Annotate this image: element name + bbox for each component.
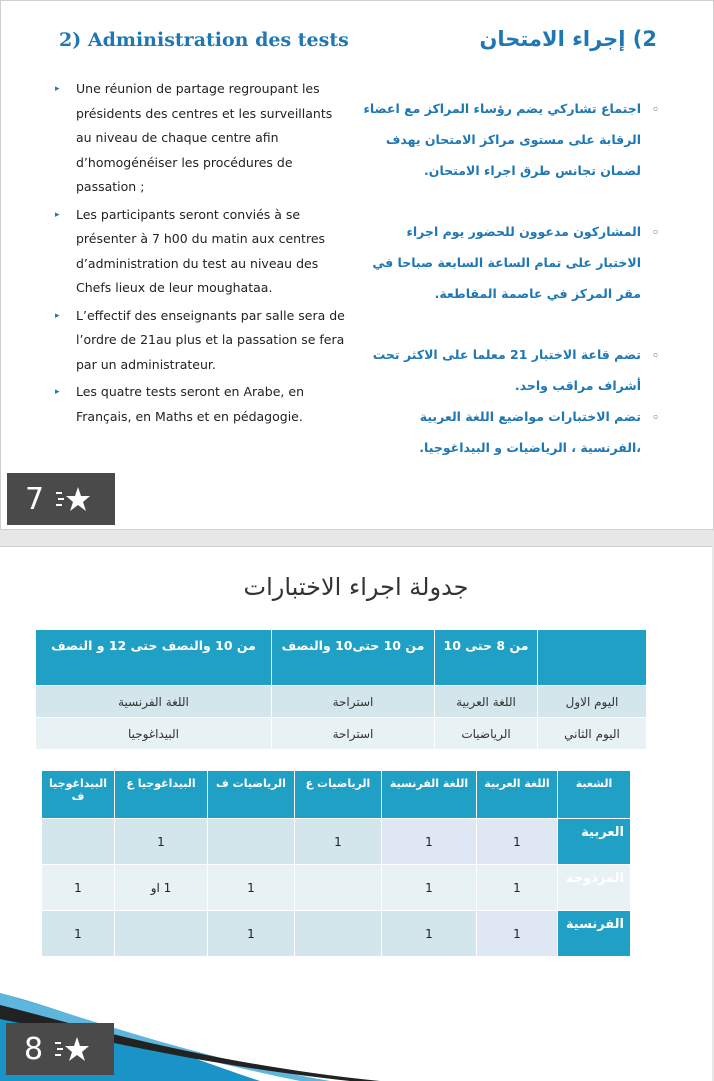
table-cell: 1 [115,819,208,865]
table-header-cell: من 10 حتى10 والنصف [272,630,435,686]
list-item: ▸ Une réunion de partage regroupant les présidents des centres et les surveillants au niveau de chaque centre afin d’homogénéiser les procédures de passation ; [53,77,349,200]
list-item: ◦ تضم قاعة الاختبار 21 معلما على الاكثر تحت أشراف مراقب واحد. [359,339,659,401]
list-item: ▸ Les quatre tests seront en Arabe, en Français, en Maths et en pédagogie. [53,380,349,429]
table-cell: اللغة العربية [435,686,538,718]
row-header-cell: المزدوجة [558,865,631,911]
list-item: ◦ اجتماع تشاركي يضم رؤساء المراكز مع اعضاء الرقابة على مستوى مراكز الامتحان يهدف لضمان تجانس طرق اجراء الامتحان. [359,93,659,186]
highlighted-cell: 1 او [115,865,208,911]
table-cell: 1 [477,865,558,911]
row-header-cell: العربية [558,819,631,865]
table-row [42,865,631,911]
stream-subject-table [41,770,631,957]
table-cell: اللغة الفرنسية [36,686,272,718]
star-transition-icon [55,1034,89,1064]
table-cell: 1 [208,865,295,911]
table-row [36,718,647,750]
slide-title-fr: 2) Administration des tests [59,29,349,51]
table-cell: الرياضيات [435,718,538,750]
table-header-cell: الشعبة [558,771,631,819]
bullet-arrow-icon: ▸ [55,209,60,220]
slide-7[interactable] [0,0,714,530]
table-cell: 1 [208,911,295,957]
table-cell: 1 [42,911,115,957]
slide-number-badge[interactable] [7,473,115,525]
list-item: ◦ المشاركون مدعوون للحضور يوم اجراء الاختبار على تمام الساعة السابعة صباحا في مقر المركز في عاصمة المقاطعة. [359,216,659,309]
table-header-cell: من 8 حتى 10 [435,630,538,686]
table-cell: اليوم الثاني [538,718,647,750]
bullet-list-ar [359,93,659,463]
list-item: ▸ L’effectif des enseignants par salle sera de l’ordre de 21au plus et la passation se fera par un administrateur. [53,304,349,378]
bullet-circle-icon: ◦ [651,349,659,362]
bullet-arrow-icon: ▸ [55,387,60,397]
table-cell: 1 [295,819,382,865]
row-header-cell: الفرنسية [558,911,631,957]
slide-8[interactable] [0,546,712,1081]
table-row [42,819,631,865]
schedule-title: جدولة اجراء الاختبارات [243,573,469,601]
slide-number: 8 [24,1031,44,1067]
table-cell: 1 [477,819,558,865]
table-cell: 1 [382,911,477,957]
table-cell [208,819,295,865]
table-header-cell: البيداغوجيا ع [115,771,208,819]
slide-number-badge[interactable] [6,1023,114,1075]
table-cell [42,819,115,865]
table-header-cell: الرياضيات ف [208,771,295,819]
bullet-arrow-icon: ▸ [55,84,60,94]
table-cell: استراحة [272,686,435,718]
table-header-row [36,630,647,686]
bullet-circle-icon: ◦ [651,226,659,239]
table-cell: البيداغوجيا [36,718,272,750]
table-cell: 1 [382,819,477,865]
table-cell: 1 [477,911,558,957]
bullet-circle-icon: ◦ [651,103,659,116]
table-cell: 1 [382,865,477,911]
list-item: ◦ تضم الاختبارات مواضيع اللغة العربية ،الفرنسية ، الرياضيات و البيداغوجيا. [359,401,659,463]
table-header-cell: الرياضيات ع [295,771,382,819]
table-row [36,686,647,718]
table-header-cell: البيداغوجيا ف [42,771,115,819]
bullet-arrow-icon: ▸ [55,310,60,321]
table-header-cell: اللغة الفرنسية [382,771,477,819]
bullet-circle-icon: ◦ [651,411,659,424]
table-cell: استراحة [272,718,435,750]
schedule-table [35,629,647,750]
slide-title-ar: 2) إجراء الامتحان [479,27,657,51]
slide-number: 7 [25,481,45,517]
highlighted-cell: 1 [42,865,115,911]
table-cell [295,865,382,911]
list-item: ▸ Les participants seront conviés à se présenter à 7 h00 du matin aux centres d’administration du test au niveau des Chefs lieux de leur moughataa. [53,203,349,301]
table-header-cell: من 10 والنصف حتى 12 و النصف [36,630,272,686]
table-header-cell: اللغة العربية [477,771,558,819]
bullet-list-fr [53,77,349,432]
table-cell: اليوم الاول [538,686,647,718]
star-transition-icon [56,484,90,514]
table-header-row [42,771,631,819]
table-header-cell [538,630,647,686]
